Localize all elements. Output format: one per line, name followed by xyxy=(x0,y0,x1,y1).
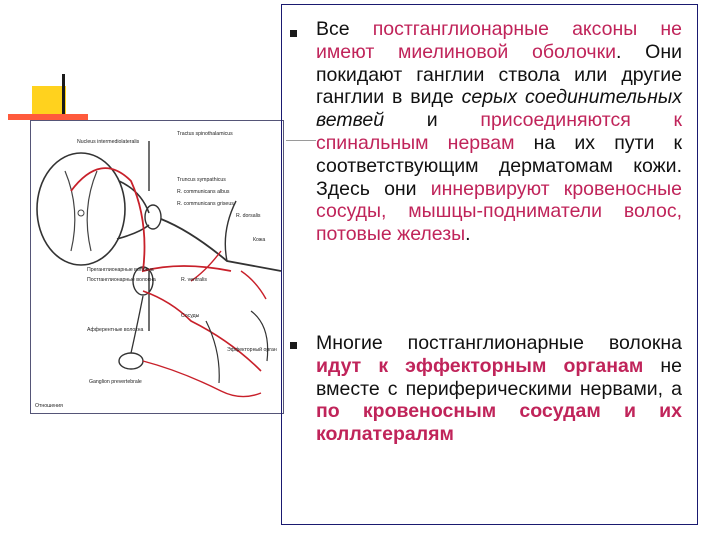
text-run: Все xyxy=(316,18,373,40)
text-bold-highlight: по кровеносным сосудам и их коллатералям xyxy=(316,400,682,446)
text-run: . Они покидают ганглии ствола или другие ганглии в виде xyxy=(316,40,682,109)
label-ramus-albus: R. communicans albus xyxy=(177,189,230,195)
preganglionic-red-path xyxy=(71,168,231,271)
paragraph-postganglionic-axons xyxy=(316,18,682,246)
diagram-svg xyxy=(31,121,283,413)
paragraph-postganglionic-fibers xyxy=(316,332,682,446)
text-italic: серых соединительных ветвей xyxy=(316,86,683,132)
gray-matter xyxy=(65,171,97,251)
text-bold-highlight: идут к эффекторным органам xyxy=(316,354,644,377)
vessel-red-path xyxy=(191,251,266,299)
sympathetic-pathway-diagram xyxy=(30,120,284,414)
visceral-red-path xyxy=(143,361,261,397)
label-truncus: Truncus sympathicus xyxy=(177,177,226,183)
text-run: и xyxy=(384,109,481,132)
text-highlight: кровеносные сосуды, мышцы-подниматели волос, потовые железы xyxy=(316,177,682,246)
label-prevertebral: Ganglion prevertebrale xyxy=(89,379,142,385)
label-postganglionic: Постганглионарные волокна xyxy=(87,277,156,283)
prevertebral-ganglion xyxy=(119,353,143,369)
text-run: Многие постганглионарные волокна xyxy=(316,332,682,354)
label-spinothalamic: Tractus spinothalamicus xyxy=(177,131,233,137)
label-afferent: Афферентные волокна xyxy=(87,327,144,333)
label-effector: Эффекторный орган xyxy=(227,347,277,353)
decor-yellow-square xyxy=(32,86,66,116)
effector-outline xyxy=(251,311,268,361)
label-nucleus: Nucleus intermediolateralis xyxy=(77,139,140,145)
label-vessels: Сосуды xyxy=(181,313,200,319)
label-preganglionic: Преганглионарные волокна xyxy=(87,267,154,273)
text-run: не вместе с периферическими нервами, а xyxy=(316,354,682,400)
postganglionic-red-path xyxy=(143,291,261,371)
text-run: на их пути к соответствующим дерматомам кожи. Здесь они xyxy=(316,131,682,200)
dorsal-ramus xyxy=(225,201,236,261)
splanchnic-nerve xyxy=(131,296,143,353)
text-highlight: постганглионарные аксоны не имеют миелиновой оболочки xyxy=(316,18,682,63)
label-skin: Кожа xyxy=(253,237,266,243)
central-canal xyxy=(78,210,84,216)
label-relations: Отношения xyxy=(35,403,63,409)
text-run xyxy=(550,178,564,200)
bullet-square-2 xyxy=(290,342,297,349)
spinal-nerve xyxy=(161,219,281,271)
text-run: . xyxy=(465,223,471,246)
label-ventral-ramus: R. ventralis xyxy=(181,277,207,283)
text-highlight: присоединяются к спинальным нервам xyxy=(316,109,683,154)
text-highlight: иннервируют xyxy=(430,177,550,200)
bullet-square-1 xyxy=(290,30,297,37)
label-dorsal-ramus: R. dorsalis xyxy=(236,213,261,219)
label-ramus-griseus: R. communicans griseus xyxy=(177,201,234,207)
spinal-ganglion xyxy=(145,205,161,229)
